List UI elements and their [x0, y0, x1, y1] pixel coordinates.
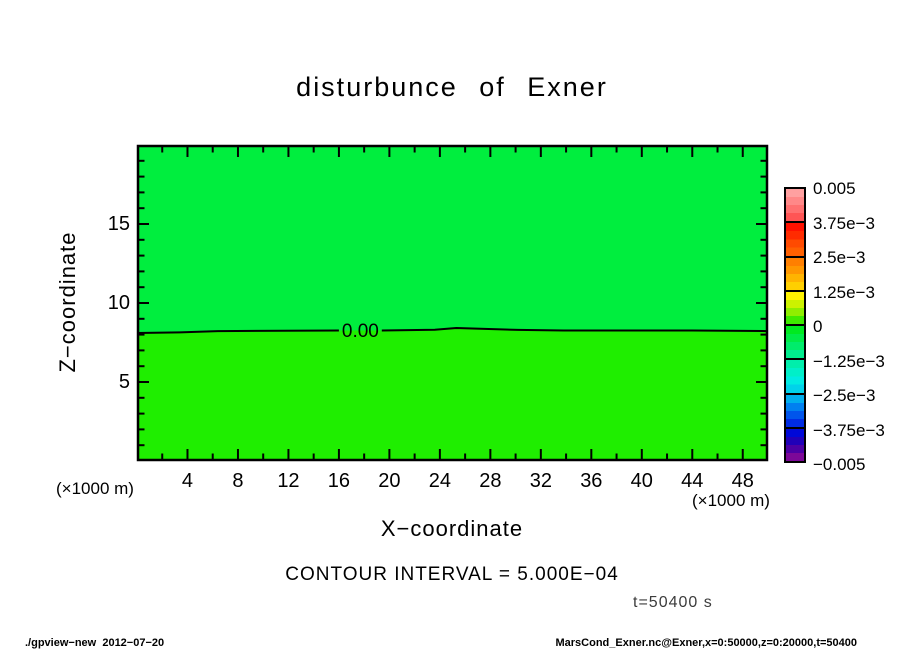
colorbar-segment [786, 358, 804, 392]
colorbar-tick-label: 1.25e−3 [813, 282, 875, 302]
y-tick-label: 5 [118, 371, 130, 393]
colorbar-tick-label: −0.005 [813, 455, 866, 474]
x-tick-label: 8 [232, 470, 244, 492]
x-tick-label: 24 [428, 470, 451, 492]
x-tick-label: 44 [681, 470, 704, 492]
x-tick-label: 4 [181, 470, 194, 492]
colorbar-tick-label: 2.5e−3 [813, 248, 866, 267]
x-axis-label: X−coordinate [380, 516, 524, 541]
colorbar-tick-label: −3.75e−3 [813, 420, 885, 440]
x-tick-label: 36 [580, 470, 603, 492]
colorbar-segment [786, 324, 804, 358]
x-tick-label: 16 [327, 470, 351, 492]
contour-value-label: 0.00 [341, 320, 379, 342]
x-tick-label: 28 [479, 470, 502, 492]
x-tick-label: 12 [277, 470, 300, 492]
colorbar-tick-label: 0.005 [813, 179, 856, 198]
colorbar-segment [786, 393, 804, 427]
colorbar-segment [786, 427, 804, 461]
x-tick-label: 20 [378, 470, 401, 492]
y-axis-label: Z−coordinate [55, 231, 80, 373]
colorbar-segment [786, 256, 804, 290]
footer-data-source: MarsCond_Exner.nc@Exner,x=0:50000,z=0:20000,t=50400 [555, 637, 857, 649]
colorbar [784, 187, 806, 463]
x-tick-label: 32 [529, 470, 552, 492]
y-axis-unit-label: (×1000 m) [56, 479, 134, 498]
colorbar-segment [786, 189, 804, 221]
colorbar-tick-label: 3.75e−3 [813, 213, 875, 233]
x-axis-unit-label: (×1000 m) [692, 491, 770, 510]
colorbar-tick-label: −2.5e−3 [813, 386, 876, 405]
colorbar-segment [786, 290, 804, 324]
colorbar-segment [786, 221, 804, 255]
time-stamp-text: t=50400 s [633, 594, 713, 611]
colorbar-tick-label: 0 [813, 317, 823, 336]
contour-interval-text: CONTOUR INTERVAL = 5.000E−04 [285, 564, 619, 585]
x-tick-label: 48 [731, 470, 754, 492]
y-tick-label: 15 [107, 213, 130, 235]
chart-title: disturbunce of Exner [296, 72, 608, 102]
y-tick-label: 10 [107, 292, 130, 314]
plot-fill-above-contour [137, 145, 768, 333]
colorbar-tick-label: −1.25e−3 [813, 351, 885, 371]
x-tick-label: 40 [630, 470, 653, 492]
footer-program-date: ./gpview−new 2012−07−20 [25, 637, 165, 649]
